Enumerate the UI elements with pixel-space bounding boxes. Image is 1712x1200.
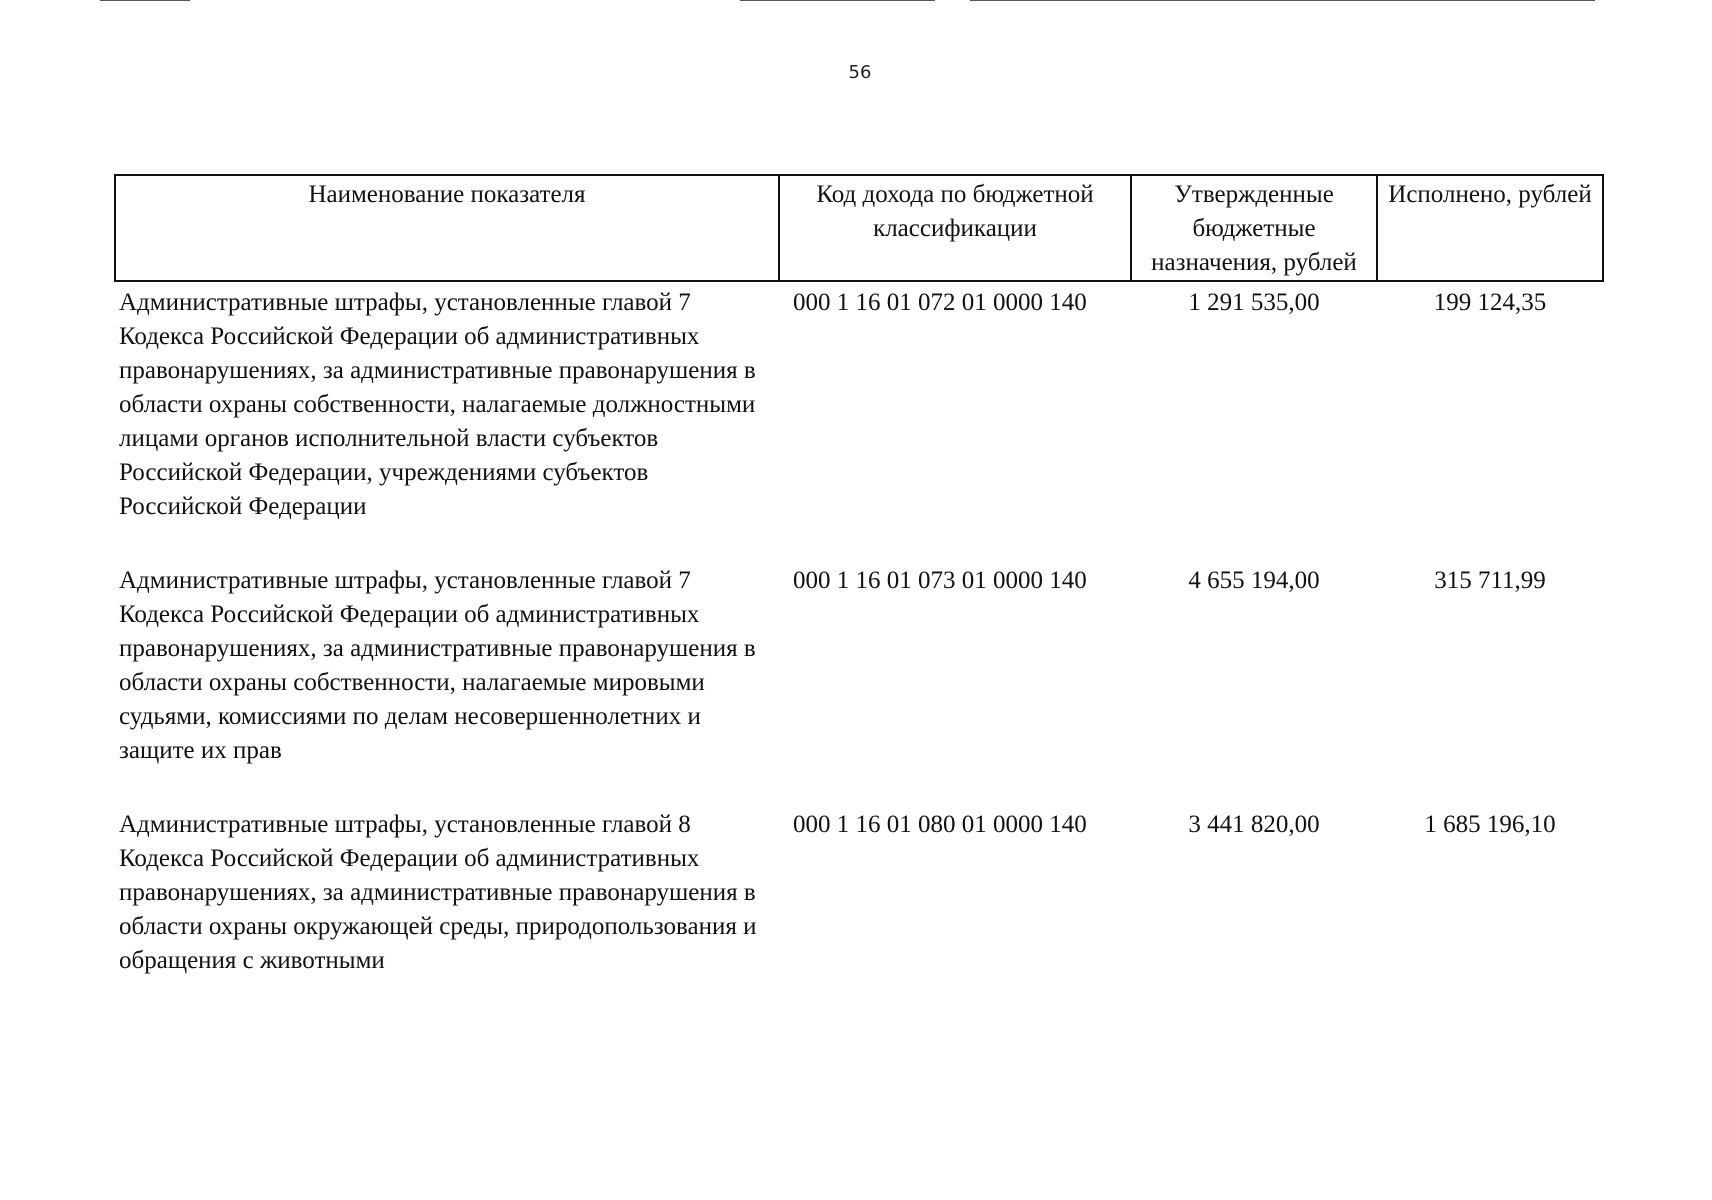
income-code-cell: 000 1 16 01 072 01 0000 140	[793, 289, 1087, 316]
executed-amount-cell: 315 711,99	[1434, 567, 1546, 594]
table-row	[115, 281, 1603, 564]
approved-amount-cell: 4 655 194,00	[1188, 567, 1320, 594]
indicator-name-cell: Административные штрафы, установленные главой 7 Кодекса Российской Федерации об административных правонарушениях, за административные правонарушения в области охраны собственности, налагаемые должностными лицами органов исполнительной власти субъектов Российской Федерации, учреждениями субъектов Российской Федерации	[119, 289, 756, 520]
table-body	[115, 281, 1603, 988]
header-executed-amount: Исполнено, рублей	[1377, 175, 1603, 281]
approved-amount-cell: 1 291 535,00	[1188, 289, 1320, 316]
executed-amount-cell: 199 124,35	[1433, 289, 1547, 316]
approved-amount-cell: 3 441 820,00	[1188, 811, 1320, 838]
header-income-code: Код дохода по бюджетной классификации	[779, 175, 1131, 281]
scan-edge-line-left	[100, 0, 190, 1]
indicator-name-cell: Административные штрафы, установленные главой 8 Кодекса Российской Федерации об административных правонарушениях, за административные правонарушения в области охраны окружающей среды, природопользования и обращения с животными	[119, 811, 757, 974]
header-row	[115, 175, 1603, 281]
scan-edge-line-middle	[740, 0, 935, 1]
income-table	[114, 174, 1604, 988]
income-code-cell: 000 1 16 01 073 01 0000 140	[793, 567, 1087, 594]
table-row	[115, 564, 1603, 808]
page-number: 56	[848, 62, 872, 83]
indicator-name-cell: Административные штрафы, установленные главой 7 Кодекса Российской Федерации об административных правонарушениях, за административные правонарушения в области охраны собственности, налагаемые мировыми судьями, комиссиями по делам несовершеннолетних и защите их прав	[119, 567, 756, 764]
table-row	[115, 808, 1603, 988]
header-indicator-name: Наименование показателя	[115, 175, 779, 281]
header-approved-amount: Утвержденные бюджетные назначения, рублей	[1131, 175, 1377, 281]
scan-edge-line-right	[970, 0, 1595, 1]
income-code-cell: 000 1 16 01 080 01 0000 140	[793, 811, 1087, 838]
table-header	[115, 175, 1603, 281]
executed-amount-cell: 1 685 196,10	[1424, 811, 1556, 838]
